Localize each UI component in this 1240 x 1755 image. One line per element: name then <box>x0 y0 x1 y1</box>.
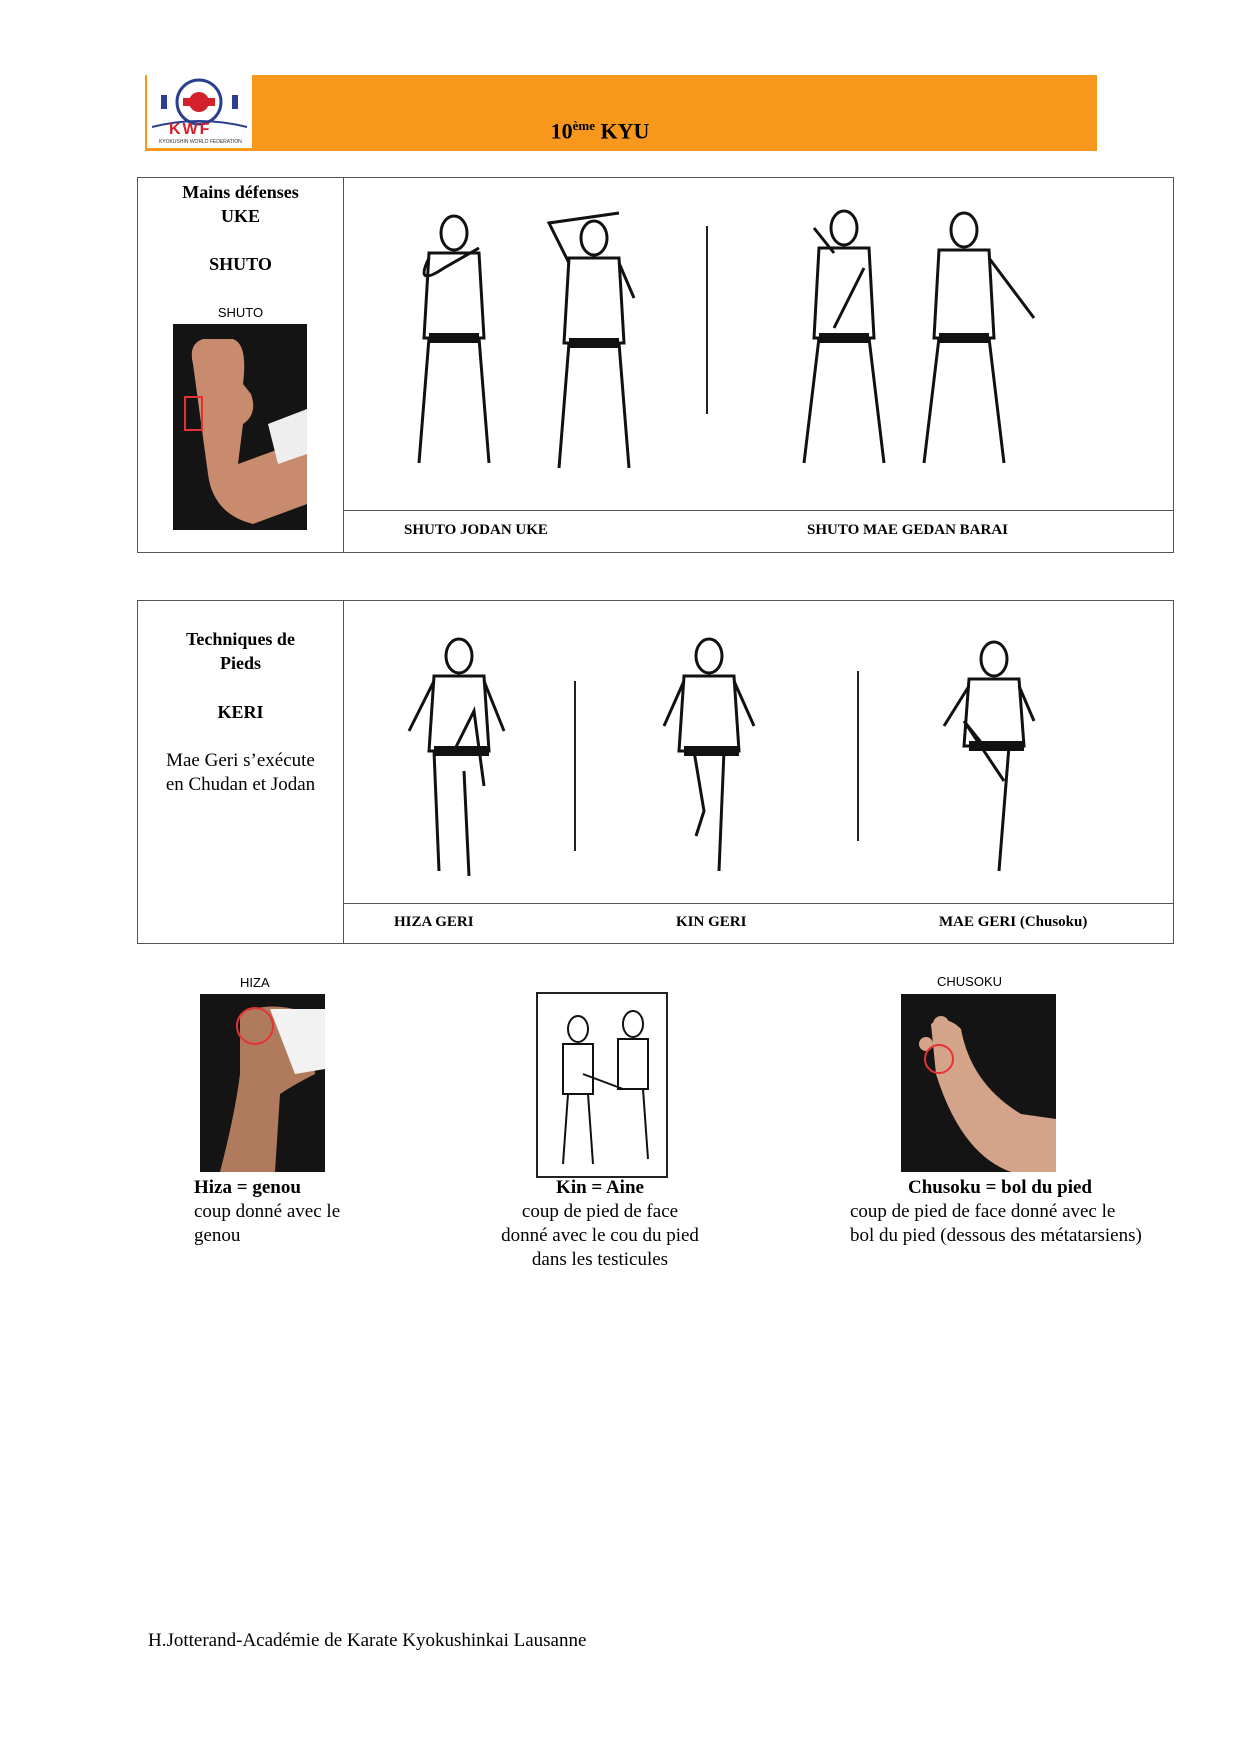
uke-label-line1: Mains défenses <box>182 182 299 202</box>
logo-subtitle: KYOKUSHIN WORLD FEDERATION <box>159 139 242 145</box>
uke-table <box>137 177 1174 553</box>
page-title <box>520 118 680 144</box>
keri-divider-2 <box>857 671 859 841</box>
title-number: 10 <box>550 118 573 144</box>
uke-label-cell <box>138 178 344 552</box>
uke-figures-illustration <box>344 178 1173 510</box>
uke-caption-row <box>344 510 1173 553</box>
uke-figures-area <box>344 178 1173 510</box>
hiza-desc-line1: coup donné avec le <box>194 1201 341 1222</box>
kin-title: Kin = Aine <box>556 1177 644 1198</box>
uke-label-line3: SHUTO <box>209 254 272 274</box>
shuto-photo-label: SHUTO <box>217 305 264 320</box>
keri-label-cell <box>138 601 344 943</box>
hiza-photo-label: HIZA <box>240 975 270 990</box>
hiza-desc-line2: genou <box>194 1225 241 1246</box>
uke-label-line2: UKE <box>220 206 260 226</box>
logo-text: KWF <box>169 121 212 138</box>
title-rest: KYU <box>600 118 650 144</box>
caption-shuto-jodan-uke: SHUTO JODAN UKE <box>404 522 548 538</box>
kin-desc-line1: coup de pied de face <box>521 1201 679 1222</box>
caption-hiza-geri: HIZA GERI <box>394 914 474 930</box>
kin-geri-illustration <box>536 992 668 1178</box>
keri-label-line2: Pieds <box>219 653 261 673</box>
hiza-knee-photo <box>200 994 325 1172</box>
keri-label-line1: Techniques de <box>186 629 295 649</box>
keri-note-line1: Mae Geri s’exécute <box>166 750 315 771</box>
chusoku-title: Chusoku = bol du pied <box>907 1177 1093 1198</box>
title-superscript: ème <box>572 118 595 133</box>
kin-desc-line3: dans les testicules <box>531 1249 669 1270</box>
chusoku-desc-line1: coup de pied de face donné avec le <box>850 1201 1116 1222</box>
keri-caption-row <box>344 903 1173 944</box>
hiza-title: Hiza = genou <box>194 1177 301 1198</box>
shuto-hand-photo <box>173 324 307 530</box>
chusoku-foot-photo <box>901 994 1056 1172</box>
keri-label-line3: KERI <box>217 702 264 722</box>
kin-desc-line2: donné avec le cou du pied <box>501 1225 699 1246</box>
keri-figures-illustration <box>344 601 1173 903</box>
chusoku-desc-line2: bol du pied (dessous des métatarsiens) <box>850 1225 1142 1246</box>
caption-shuto-mae-gedan-barai: SHUTO MAE GEDAN BARAI <box>807 522 1008 538</box>
keri-figures-area <box>344 601 1173 903</box>
keri-divider-1 <box>574 681 576 851</box>
chusoku-photo-label: CHUSOKU <box>937 974 1003 989</box>
keri-note-line2: en Chudan et Jodan <box>165 774 316 795</box>
footer-text: H.Jotterand-Académie de Karate Kyokushinkai Lausanne <box>148 1630 587 1651</box>
keri-table <box>137 600 1174 944</box>
caption-mae-geri-chusoku: MAE GERI (Chusoku) <box>939 914 1088 930</box>
caption-kin-geri: KIN GERI <box>676 914 747 930</box>
uke-divider <box>706 226 708 414</box>
kwf-logo <box>147 75 252 148</box>
